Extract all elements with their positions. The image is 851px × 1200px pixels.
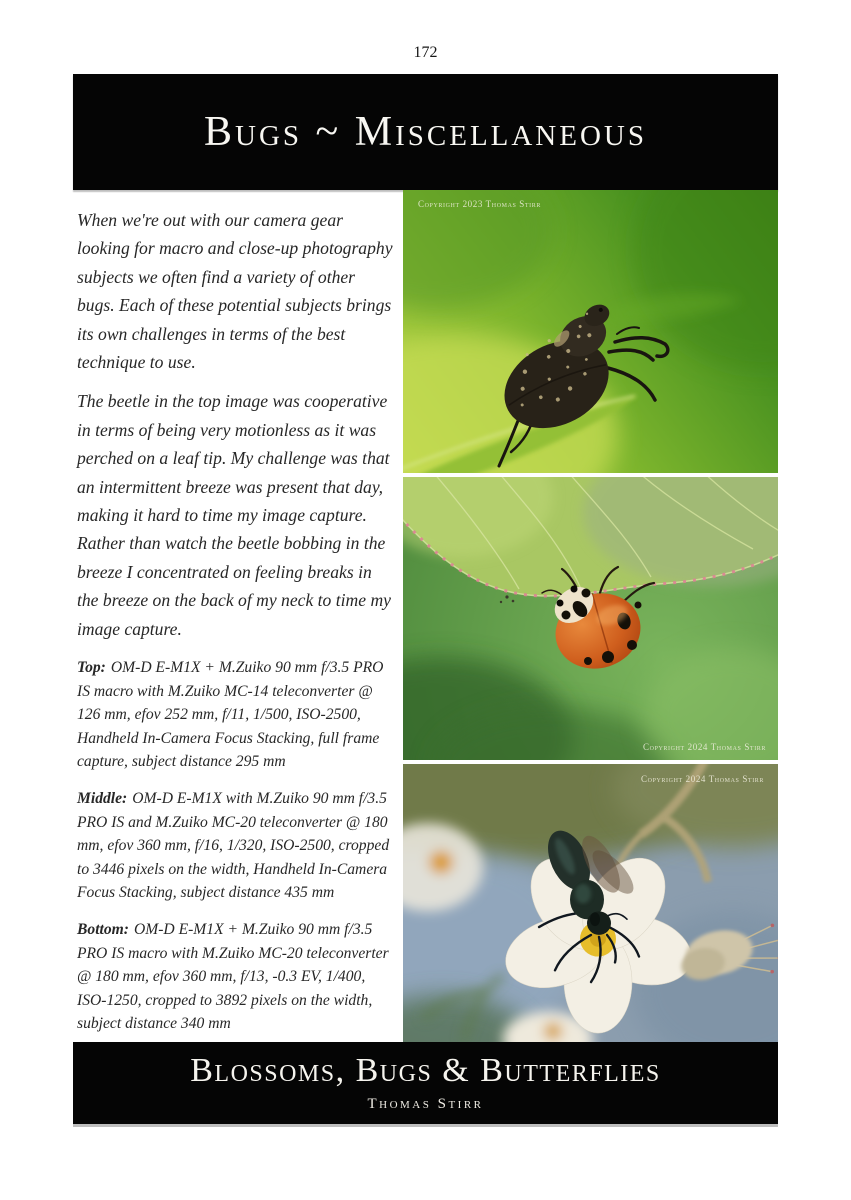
book-title: Blossoms, Bugs & Butterflies	[190, 1051, 661, 1089]
ladybug-photo-illustration	[403, 477, 778, 760]
chapter-banner	[73, 74, 778, 190]
caption-bottom-text: OM-D E-M1X + M.Zuiko 90 mm f/3.5 PRO IS macro with M.Zuiko MC-20 teleconverter @ 180 mm, efov 360 mm, f/13, -0.3 EV, 1/400, ISO-1250, cropped to 3892 pixels on the width, subject distance 340 mm	[77, 921, 389, 1033]
book-author: Thomas Stirr	[367, 1095, 484, 1112]
caption-middle	[77, 787, 395, 905]
beetle-photo-illustration	[403, 190, 778, 473]
photo-column	[403, 190, 778, 1046]
book-banner	[73, 1042, 778, 1124]
copyright-overlay: Copyright 2024 Thomas Stirr	[643, 742, 766, 752]
article-text	[77, 206, 395, 1036]
intro-paragraph: When we're out with our camera gear looking for macro and close-up photography subjects we often find a variety of other bugs. Each of these potential subjects brings its own challenges in terms of the best technique to use.	[77, 210, 393, 373]
caption-middle-label: Middle:	[77, 790, 128, 808]
photo-bee	[403, 764, 778, 1042]
photo-ladybug	[403, 477, 778, 760]
beetle-paragraph: The beetle in the top image was cooperative in terms of being very motionless as it was perched on a leaf tip. My challenge was that an intermittent breeze was present that day, making it hard to time my image capture. Rather than watch the beetle bobbing in the breeze I concentrated on feeling breaks in the breeze on the back of my neck to time my image capture.	[77, 391, 391, 639]
caption-top-text: OM-D E-M1X + M.Zuiko 90 mm f/3.5 PRO IS macro with M.Zuiko MC-14 teleconverter @ 126 mm, efov 252 mm, f/11, 1/500, ISO-2500, Handheld In-Camera Focus Stacking, full frame capture, subject distance 295 mm	[77, 659, 384, 771]
photo-beetle	[403, 190, 778, 473]
caption-top-label: Top:	[77, 659, 106, 677]
caption-middle-text: OM-D E-M1X with M.Zuiko 90 mm f/3.5 PRO IS and M.Zuiko MC-20 teleconverter @ 180 mm, efov 360 mm, f/16, 1/320, ISO-2500, cropped to 3446 pixels on the width, Handheld In-Camera Focus Stacking, subject distance 435 mm	[77, 790, 390, 902]
copyright-overlay: Copyright 2024 Thomas Stirr	[641, 774, 764, 784]
caption-top	[77, 656, 395, 774]
copyright-overlay: Copyright 2023 Thomas Stirr	[418, 199, 541, 209]
bee-photo-illustration	[403, 764, 778, 1042]
page-number: 172	[413, 44, 438, 61]
caption-bottom-label: Bottom:	[77, 921, 129, 939]
caption-bottom	[77, 918, 395, 1036]
chapter-title: Bugs ~ Miscellaneous	[204, 109, 647, 155]
